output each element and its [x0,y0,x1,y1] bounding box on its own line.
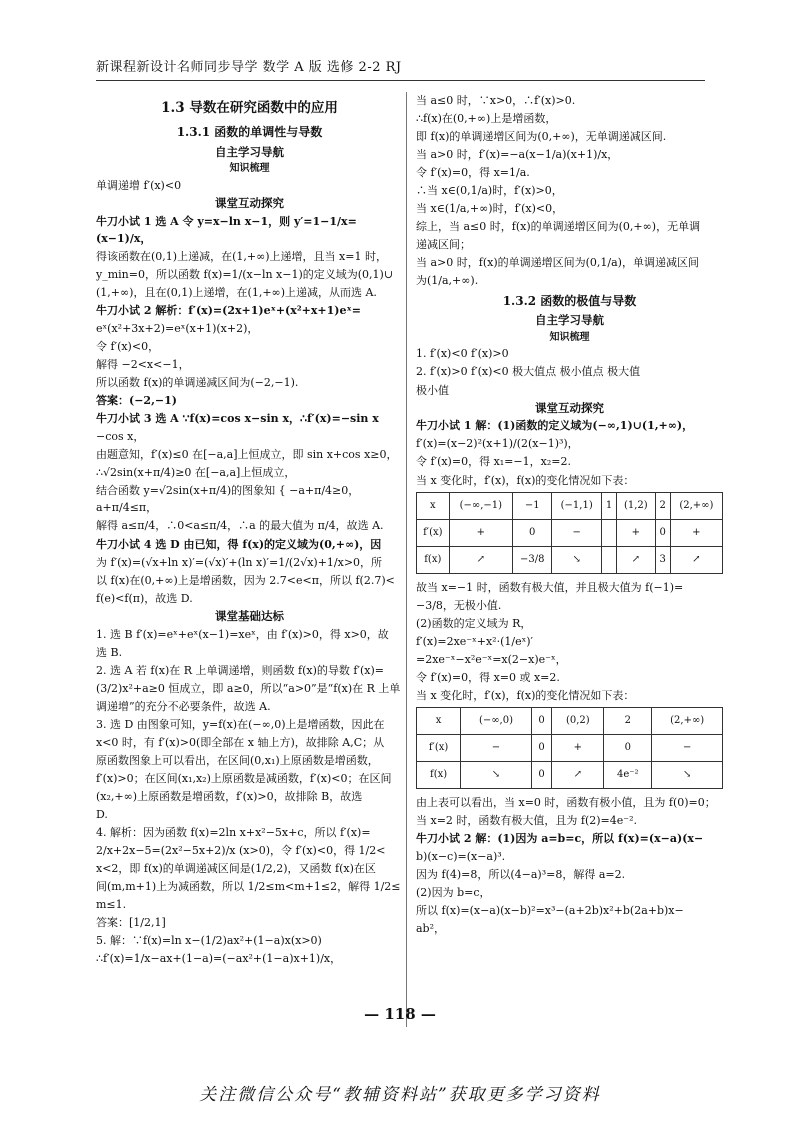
text-line: y_min=0，所以函数 f(x)=1/(x−ln x−1)的定义域为(0,1)∪ [96,267,394,281]
class-explore-heading: 课堂互动探究 [215,195,284,210]
text-line: (1,+∞)，且在(0,1)上递增，在(1,+∞)上递减，从而选 A. [96,285,377,299]
knowledge-line: 2. f′(x)>0 f′(x)<0 极大值点 极小值点 极大值 [416,365,641,379]
text-line: 间(m,m+1)上为减函数，所以 1/2≤m<m+1≤2，解得 1/2≤ [96,880,401,894]
right-text-block-2 [416,417,723,488]
text-line: (2)函数的定义域为 R， [416,616,532,630]
text-line: m≤1. [96,898,127,912]
text-line: 即 f(x)的单调递增区间为(0,+∞)，无单调递减区间. [416,130,667,144]
knowledge-heading-2: 知识梳理 [549,331,590,343]
text-line: 牛刀小试 1 选 A 令 y=x−ln x−1，则 y′=1−1/x=(x−1)/x， [96,214,357,245]
text-line: x<2，即 f(x)的单调递减区间是(1/2,2)，又函数 f(x)在区 [96,862,376,876]
table-row [417,707,723,734]
table-cell: (−∞,−1) [449,492,512,519]
right-text-block [416,92,723,290]
table-cell: 2 [655,492,670,519]
right-text-block-4 [416,794,723,937]
text-line: 调递增”的充分不必要条件，故选 A. [96,699,271,713]
text-line: (3/2)x²+a≥0 恒成立，即 a≥0，所以“a>0”是“f(x)在 R 上单 [96,681,401,695]
table-row [417,734,723,761]
text-line: 原函数图象上可以看出，在区间(0,x₁)上原函数是增函数， [96,753,379,767]
table-cell: (2,+∞) [652,707,723,734]
text-line: 4. 解析：因为函数 f(x)=2ln x+x²−5x+c，所以 f′(x)= [96,826,371,840]
table-row [417,519,723,546]
table-cell: x [417,707,461,734]
text-line: 所以 f(x)=(x−a)(x−b)²=x³−(a+2b)x²+b(2a+b)x− [416,904,684,918]
text-line: x<0 时，有 f′(x)>0(即全部在 x 轴上方)，故排除 A,C；从 [96,735,385,749]
text-line: 当 x 变化时，f′(x)，f(x)的变化情况如下表： [416,473,635,487]
class-basics-heading: 课堂基础达标 [215,608,284,623]
text-line: 结合函数 y=√2sin(x+π/4)的图象知 { −a+π/4≥0，a+π/4≤π， [96,484,360,515]
text-line: 为 f′(x)=(√x+ln x)′=(√x)′+(ln x)′=1/(2√x)+1/x>0，所 [96,555,383,569]
table-cell: ↗ [617,546,655,573]
text-line: f′(x)=(x−2)²(x+1)/(2(x−1)³)， [416,437,579,451]
text-line: =2xe⁻ˣ−x²e⁻ˣ=x(2−x)e⁻ˣ， [416,652,567,666]
text-line: 牛刀小试 2 解析：f′(x)=(2x+1)eˣ+(x²+x+1)eˣ= [96,303,361,317]
text-line: f′(x)>0；在区间(x₁,x₂)上原函数是减函数，f′(x)<0；在区间 [96,771,392,785]
text-line: 递减区间； [416,238,471,252]
text-line: 令 f′(x)=0，得 x₁=−1，x₂=2. [416,455,571,469]
table-cell [601,546,616,573]
text-line: 当 x∈(1/a,+∞)时，f′(x)<0， [416,202,564,216]
text-line: ∴√2sin(x+π/4)≥0 在[−a,a]上恒成立， [96,466,296,480]
table-cell: ↗ [670,546,722,573]
text-line: 当 a>0 时，f(x)的单调递增区间为(0,1/a)，单调递减区间 [416,256,699,270]
table-cell: ↘ [552,546,602,573]
text-line: 选 B. [96,645,123,659]
text-line: 答案：[1/2,1] [96,916,166,930]
table-cell: (−1,1) [552,492,602,519]
table-cell: f(x) [417,761,461,788]
text-line: D. [96,808,108,821]
subsection-title: 1.3.1 函数的单调性与导数 [176,124,323,139]
header-rule [96,80,705,81]
table-cell: + [552,734,604,761]
text-line: f(e)<f(π)，故选 D. [96,591,193,605]
text-line: −3/8，无极小值. [416,598,502,612]
knowledge-line: 单调递增 f′(x)<0 [96,178,182,192]
table-cell: 1 [601,492,616,519]
table-cell: 3 [655,546,670,573]
table-cell: − [652,734,723,761]
text-line: 牛刀小试 1 解：(1)函数的定义域为(−∞,1)∪(1,+∞)， [416,419,694,433]
text-line: 当 x=2 时，函数有极大值，且为 f(2)=4e⁻². [416,813,637,827]
table-cell: f′(x) [417,734,461,761]
left-text-block-2 [96,626,403,968]
right-column [416,92,723,938]
text-line: (2)因为 b=c， [416,886,491,900]
column-divider [406,92,407,1027]
table-cell: 0 [531,734,552,761]
table-cell: x [417,492,450,519]
text-line: 2/x+2x−5=(2x²−5x+2)/x (x>0)，令 f′(x)<0，得 1/2< [96,844,386,858]
table-cell: (1,2) [617,492,655,519]
self-study-heading: 自主学习导航 [215,144,284,159]
text-line: 牛刀小试 4 选 D 由已知，得 f(x)的定义域为(0,+∞)，因 [96,537,382,551]
text-line: ∴当 x∈(0,1/a)时，f′(x)>0， [416,184,563,198]
subsection-title-2: 1.3.2 函数的极值与导数 [502,293,637,308]
text-line: 由上表可以看出，当 x=0 时，函数有极小值，且为 f(0)=0； [416,795,716,809]
text-line: 令 f′(x)=0，得 x=0 或 x=2. [416,670,560,684]
knowledge-heading: 知识梳理 [229,163,270,175]
table-cell: − [552,519,602,546]
text-line: 5. 解：∵f(x)=ln x−(1/2)ax²+(1−a)x(x>0) [96,934,322,948]
table-cell: − [461,734,532,761]
footer-note: 关注微信公众号“教辅资料站”获取更多学习资料 [199,1085,601,1105]
text-line: eˣ(x²+3x+2)=eˣ(x+1)(x+2)， [96,321,259,335]
page-number: — 118 — [364,1005,436,1023]
text-line: ∴f(x)在(0,+∞)上是增函数， [416,112,557,126]
text-line: 以 f(x)在(0,+∞)上是增函数，因为 2.7<e<π，所以 f(2.7)< [96,573,395,587]
table-cell: ↗ [552,761,604,788]
text-line: 因为 f(4)=8，所以(4−a)³=8，解得 a=2. [416,868,626,882]
text-line: ∴f′(x)=1/x−ax+(1−a)=(−ax²+(1−a)x+1)/x， [96,952,342,966]
text-line: 令 f′(x)=0，得 x=1/a. [416,166,530,180]
table-cell: + [670,519,722,546]
table-cell: −1 [513,492,552,519]
text-line: 为(1/a,+∞). [416,274,479,288]
left-column [96,92,403,968]
text-line: 故当 x=−1 时，函数有极大值，并且极大值为 f(−1)= [416,580,684,594]
text-line: 由题意知，f′(x)≤0 在[−a,a]上恒成立，即 sin x+cos x≥0， [96,448,398,462]
table-row [417,492,723,519]
text-line: 当 a≤0 时，∵x>0，∴f′(x)>0. [416,94,576,107]
table-cell: 0 [604,734,652,761]
text-line: 解得 a≤π/4，∴0<a≤π/4，∴a 的最大值为 π/4，故选 A. [96,519,384,533]
text-line: 1. 选 B f′(x)=eˣ+eˣ(x−1)=xeˣ，由 f′(x)>0，得 x>0，故 [96,627,389,641]
table-cell: f′(x) [417,519,450,546]
table-row [417,546,723,573]
text-line: 3. 选 D 由图象可知，y=f(x)在(−∞,0)上是增函数，因此在 [96,717,385,731]
text-line: b)(x−c)=(x−a)³. [416,850,506,864]
text-line: 解得 −2<x<−1， [96,358,190,372]
section-title: 1.3 导数在研究函数中的应用 [161,100,338,116]
page-header: 新课程新设计名师同步导学 数学 A 版 选修 2-2 RJ [96,60,402,75]
right-text-block-3 [416,579,723,704]
table-cell: 0 [655,519,670,546]
text-line: 答案：(−2,−1) [96,394,177,408]
variation-table-1 [416,492,723,574]
text-line: 2. 选 A 若 f(x)在 R 上单调递增，则函数 f(x)的导数 f′(x)= [96,663,384,677]
self-study-heading-2: 自主学习导航 [535,313,604,328]
text-line: 当 x 变化时，f′(x)，f(x)的变化情况如下表： [416,688,635,702]
table-cell: ↘ [652,761,723,788]
table-cell: + [449,519,512,546]
table-cell: 0 [513,519,552,546]
table-cell: ↘ [461,761,532,788]
table-cell: 0 [531,707,552,734]
text-line: ab²， [416,922,446,936]
knowledge-line: 极小值 [416,383,449,397]
table-cell: + [617,519,655,546]
text-line: 牛刀小试 3 选 A ∵f(x)=cos x−sin x，∴f′(x)=−sin x [96,412,379,426]
text-line: f′(x)=2xe⁻ˣ+x²·(1/eˣ)′ [416,634,534,648]
table-cell: ↗ [449,546,512,573]
table-row [417,761,723,788]
table-cell [601,519,616,546]
left-text-block [96,213,403,607]
table-cell: 4e⁻² [604,761,652,788]
knowledge-line: 1. f′(x)<0 f′(x)>0 [416,347,509,361]
table-cell: 0 [531,761,552,788]
text-line: 综上，当 a≤0 时，f(x)的单调递增区间为(0,+∞)，无单调 [416,220,701,234]
text-line: (x₂,+∞)上原函数是增函数，f′(x)>0，故排除 B，故选 [96,789,363,803]
table-cell: 2 [604,707,652,734]
text-line: 得该函数在(0,1)上递减，在(1,+∞)上递增，且当 x=1 时， [96,249,387,263]
text-line: 当 a>0 时，f′(x)=−a(x−1/a)(x+1)/x， [416,148,619,162]
table-cell: −3/8 [513,546,552,573]
class-explore-heading-2: 课堂互动探究 [535,400,604,415]
text-line: −cos x， [96,430,145,444]
table-cell: (−∞,0) [461,707,532,734]
table-cell: (0,2) [552,707,604,734]
text-line: 令 f′(x)<0， [96,340,160,354]
table-cell: f(x) [417,546,450,573]
table-cell: (2,+∞) [670,492,722,519]
variation-table-2 [416,707,723,789]
text-line: 所以函数 f(x)的单调递减区间为(−2,−1). [96,376,299,390]
text-line: 牛刀小试 2 解：(1)因为 a=b=c，所以 f(x)=(x−a)(x− [416,831,704,845]
